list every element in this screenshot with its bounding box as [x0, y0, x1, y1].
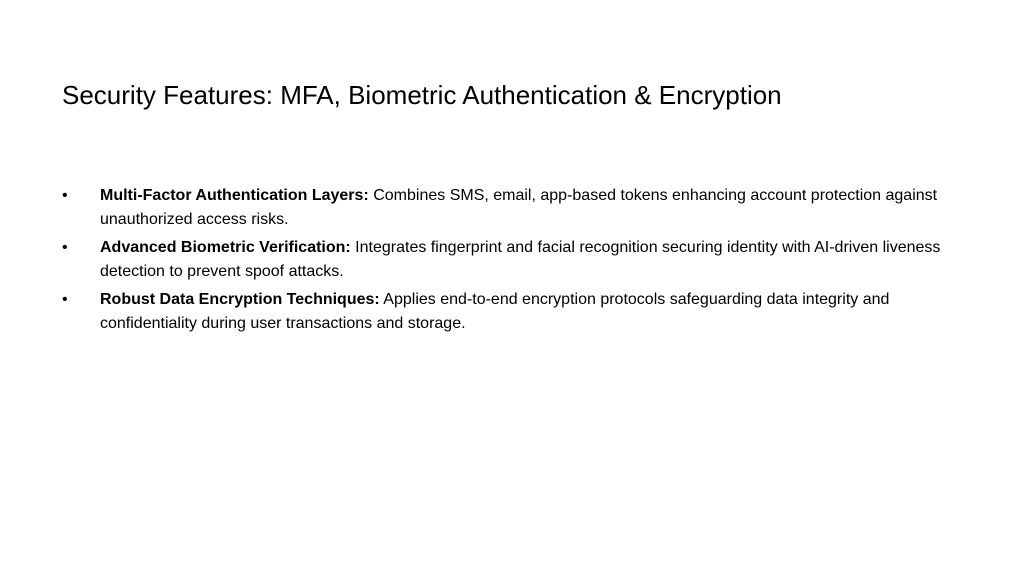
- bullet-heading: Multi-Factor Authentication Layers:: [100, 187, 369, 204]
- bullet-heading: Advanced Biometric Verification:: [100, 239, 351, 256]
- bullet-text: Combines SMS, email, app-based tokens enhancing account protection against unauthorized access risks.: [100, 187, 938, 228]
- bullet-item-biometric: [62, 236, 962, 284]
- bullet-item-mfa: [62, 184, 962, 232]
- slide-title: Security Features: MFA, Biometric Authentication & Encryption: [62, 80, 782, 110]
- bullet-item-encryption: [62, 288, 962, 336]
- bullet-marker: •: [62, 187, 68, 204]
- bullet-marker: •: [62, 239, 68, 256]
- bullet-text: Integrates fingerprint and facial recognition securing identity with AI-driven liveness detection to prevent spoof attacks.: [100, 239, 941, 280]
- bullet-heading: Robust Data Encryption Techniques:: [100, 291, 380, 308]
- bullet-text: Applies end-to-end encryption protocols safeguarding data integrity and confidentiality during user transactions and storage.: [100, 291, 890, 332]
- bullet-marker: •: [62, 291, 68, 308]
- bullet-list: [62, 184, 962, 340]
